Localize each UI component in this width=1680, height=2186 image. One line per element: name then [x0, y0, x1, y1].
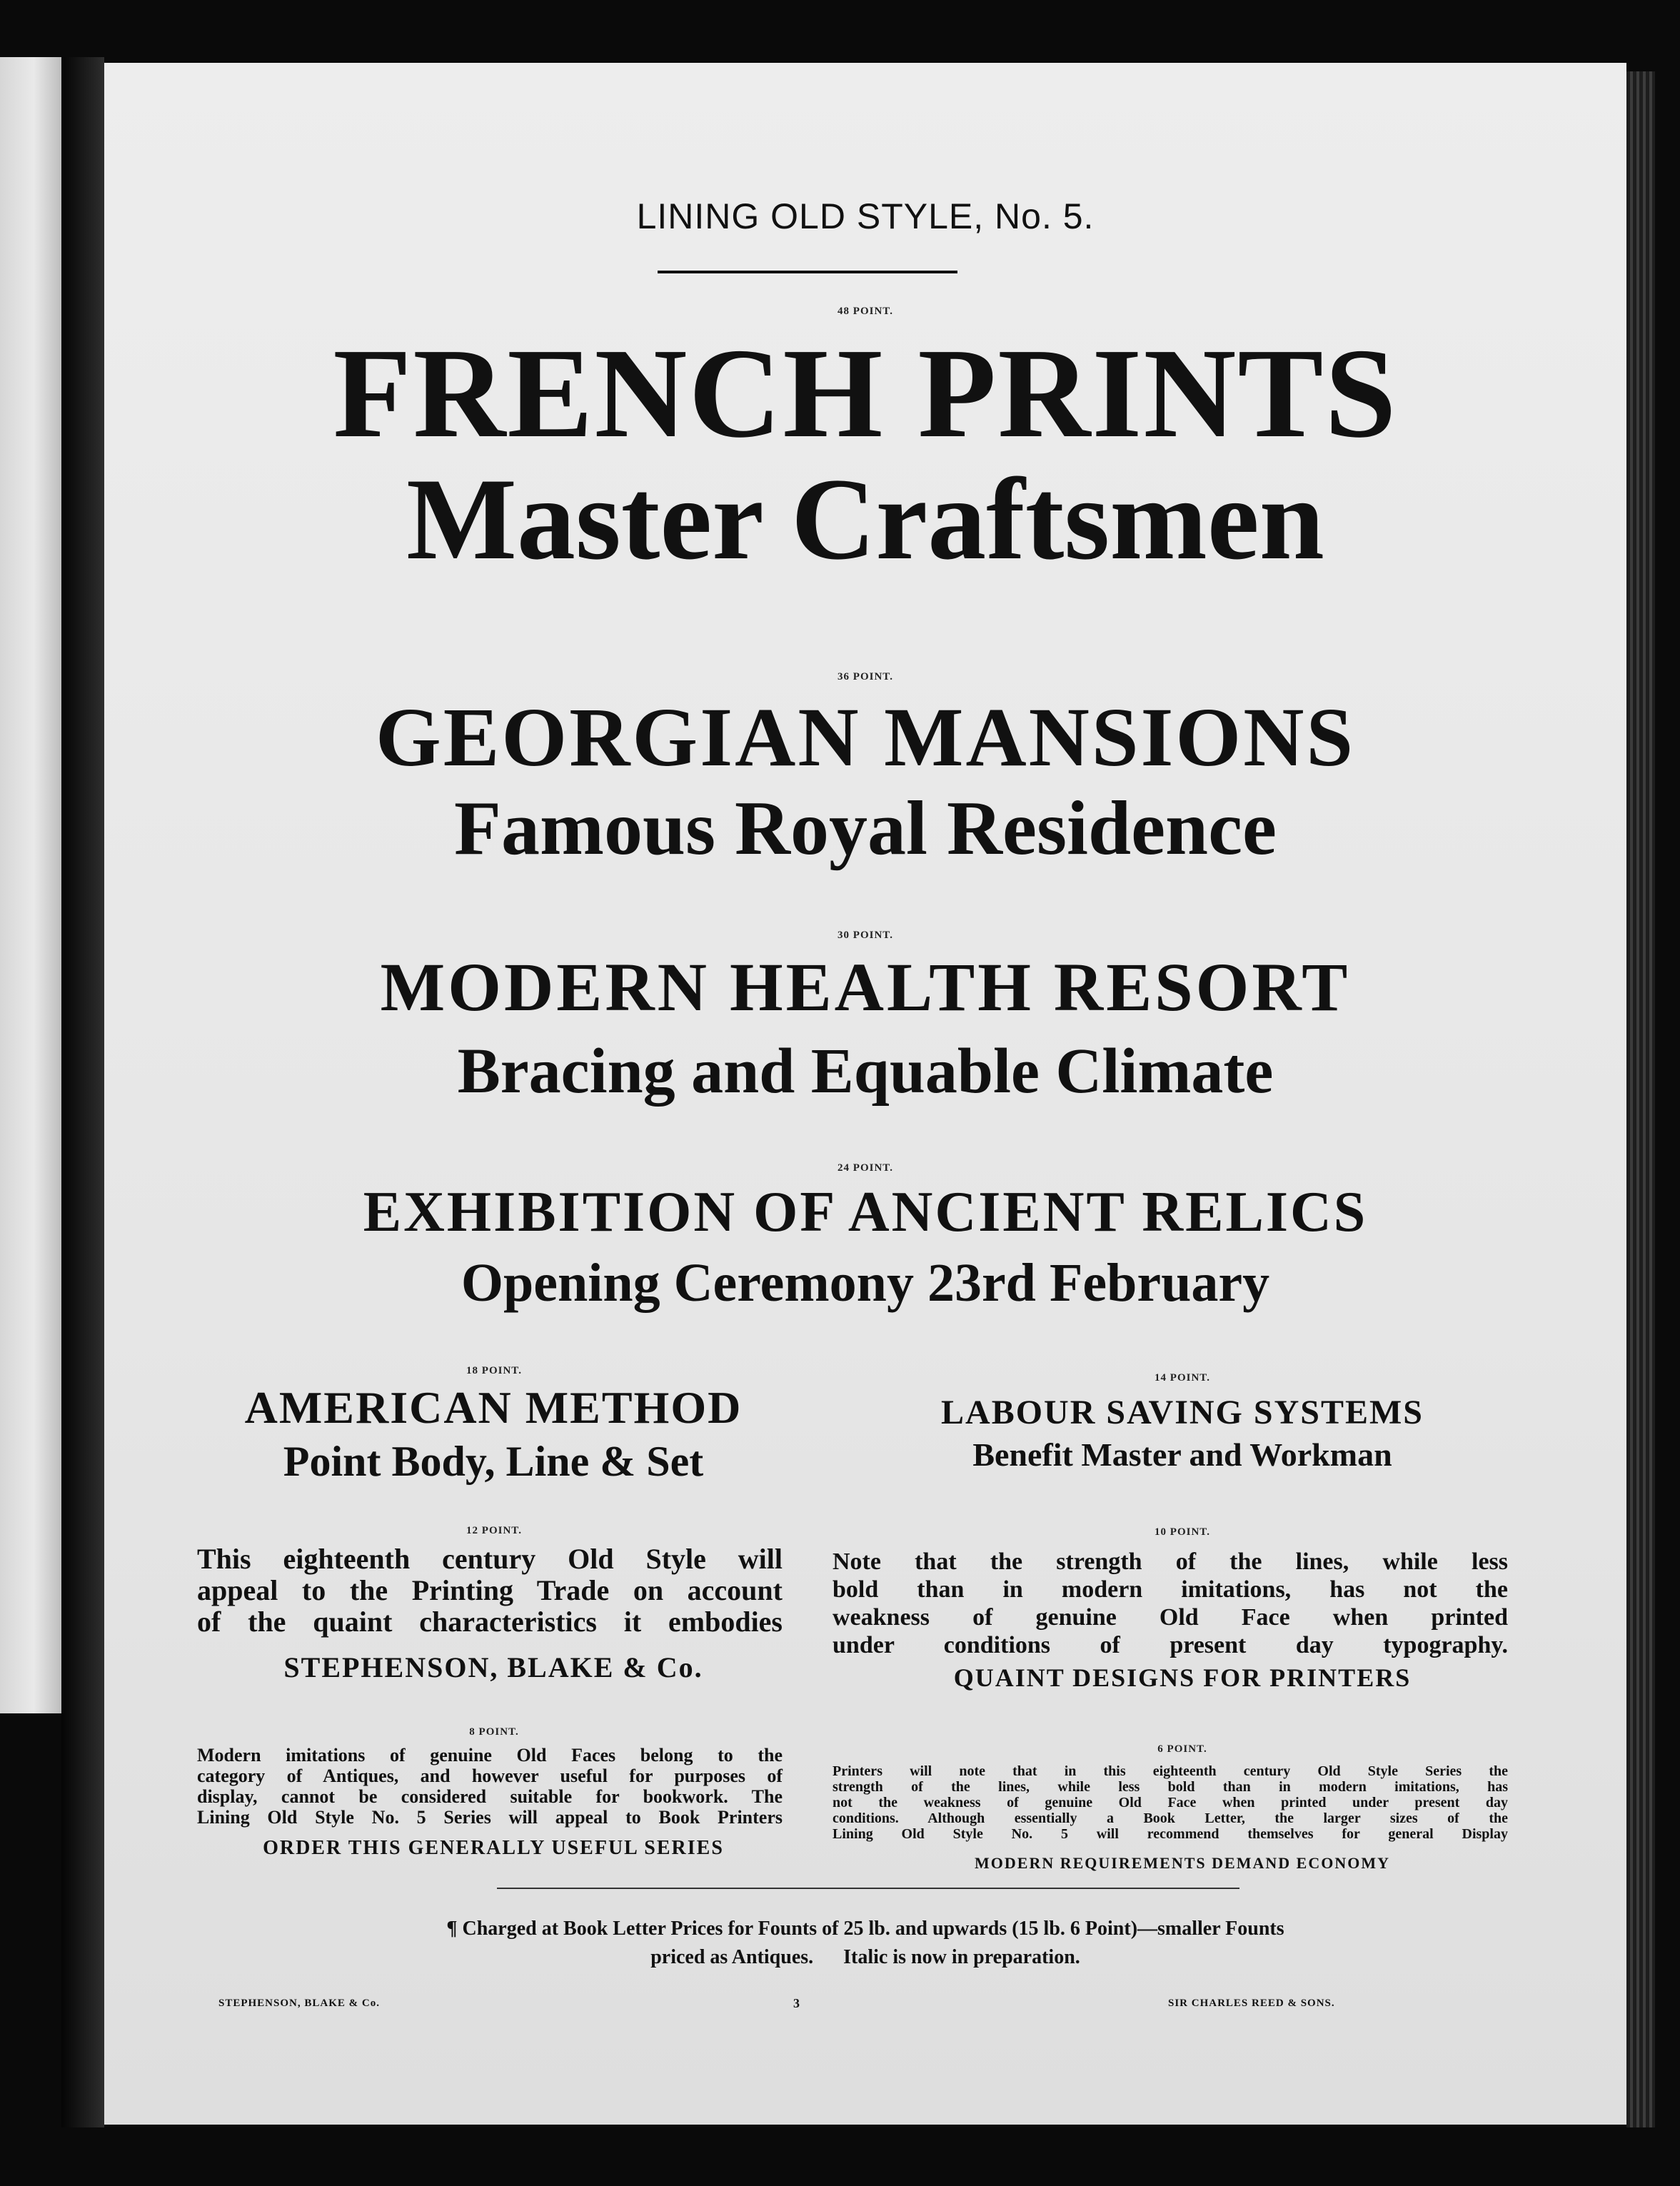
- specimen-8-line: display, cannot be considered suitable for bookwork. The: [197, 1786, 783, 1807]
- specimen-8-caps: ORDER THIS GENERALLY USEFUL SERIES: [263, 1837, 724, 1859]
- specimen-30-line1: MODERN HEALTH RESORT: [380, 949, 1351, 1025]
- specimen-10-caps: QUAINT DESIGNS FOR PRINTERS: [953, 1663, 1412, 1692]
- size-label-36: 36 POINT.: [838, 671, 893, 683]
- size-label-10: 10 POINT.: [1155, 1526, 1210, 1538]
- specimen-12-line: of the quaint characteristics it embodies: [197, 1606, 783, 1638]
- specimen-12-line: appeal to the Printing Trade on account: [197, 1574, 783, 1606]
- specimen-6-line: not the weakness of genuine Old Face when printed under present day: [833, 1795, 1508, 1810]
- specimen-10-line: bold than in modern imitations, has not the: [833, 1576, 1508, 1603]
- specimen-30-line2: Bracing and Equable Climate: [457, 1036, 1274, 1107]
- specimen-48-line2: Master Craftsmen: [406, 455, 1324, 584]
- specimen-10-line: weakness of genuine Old Face when printed: [833, 1604, 1508, 1631]
- book-gutter: [61, 57, 104, 2127]
- size-label-14: 14 POINT.: [1155, 1372, 1210, 1384]
- specimen-8-line: Modern imitations of genuine Old Faces belong to the: [197, 1745, 783, 1766]
- specimen-8-line: Lining Old Style No. 5 Series will appeal to Book Printers: [197, 1807, 783, 1828]
- price-note-line2: priced as Antiques. Italic is now in preparation.: [650, 1946, 1080, 1968]
- specimen-8-line: category of Antiques, and however useful for purposes of: [197, 1766, 783, 1786]
- specimen-24-line1: EXHIBITION OF ANCIENT RELICS: [363, 1181, 1368, 1244]
- head-rule: [658, 271, 957, 273]
- size-label-30: 30 POINT.: [838, 930, 893, 941]
- separator-rule: [497, 1888, 1239, 1889]
- running-head: LINING OLD STYLE, No. 5.: [636, 196, 1095, 236]
- specimen-6-line: Printers will note that in this eighteenth century Old Style Series the: [833, 1763, 1508, 1779]
- specimen-36-line1: GEORGIAN MANSIONS: [375, 690, 1356, 784]
- specimen-36-line2: Famous Royal Residence: [454, 786, 1277, 871]
- footer-founder: STEPHENSON, BLAKE & Co.: [218, 1998, 380, 2009]
- specimen-12-caps: STEPHENSON, BLAKE & Co.: [283, 1651, 703, 1683]
- specimen-14-line2: Benefit Master and Workman: [972, 1436, 1392, 1473]
- specimen-10-line: under conditions of present day typography.: [833, 1632, 1508, 1658]
- footer-printer: SIR CHARLES REED & SONS.: [1168, 1998, 1335, 2009]
- specimen-48-line1: FRENCH PRINTS: [333, 322, 1398, 464]
- previous-page-edge: [0, 57, 61, 1713]
- specimen-6-line: Lining Old Style No. 5 will recommend themselves for general Display: [833, 1826, 1508, 1842]
- specimen-8-paragraph: [197, 1745, 783, 1828]
- size-label-48: 48 POINT.: [838, 306, 893, 317]
- size-label-6: 6 POINT.: [1157, 1743, 1207, 1755]
- footer-page-number: 3: [793, 1996, 800, 2010]
- specimen-12-paragraph: [197, 1543, 783, 1638]
- specimen-6-line: strength of the lines, while less bold than in modern imitations, has: [833, 1779, 1508, 1795]
- page-stack-edge: [1626, 71, 1655, 2127]
- specimen-6-paragraph: [833, 1763, 1508, 1842]
- specimen-24-line2: Opening Ceremony 23rd February: [461, 1253, 1270, 1313]
- size-label-24: 24 POINT.: [838, 1162, 893, 1174]
- specimen-10-line: Note that the strength of the lines, while less: [833, 1548, 1508, 1575]
- specimen-18-line2: Point Body, Line & Set: [283, 1438, 704, 1485]
- specimen-10-paragraph: [833, 1548, 1508, 1659]
- size-label-18: 18 POINT.: [466, 1365, 522, 1376]
- specimen-page: [104, 63, 1626, 2125]
- specimen-6-caps: MODERN REQUIREMENTS DEMAND ECONOMY: [975, 1854, 1390, 1872]
- specimen-18-line1: AMERICAN METHOD: [244, 1382, 743, 1433]
- specimen-6-line: conditions. Although essentially a Book Letter, the larger sizes of the: [833, 1810, 1508, 1826]
- specimen-14-line1: LABOUR SAVING SYSTEMS: [941, 1394, 1424, 1431]
- price-note-line1: ¶ Charged at Book Letter Prices for Founts of 25 lb. and upwards (15 lb. 6 Point)—smaller Founts: [446, 1918, 1284, 1940]
- size-label-12: 12 POINT.: [466, 1525, 522, 1536]
- size-label-8: 8 POINT.: [469, 1726, 519, 1738]
- specimen-12-line: This eighteenth century Old Style will: [197, 1543, 783, 1575]
